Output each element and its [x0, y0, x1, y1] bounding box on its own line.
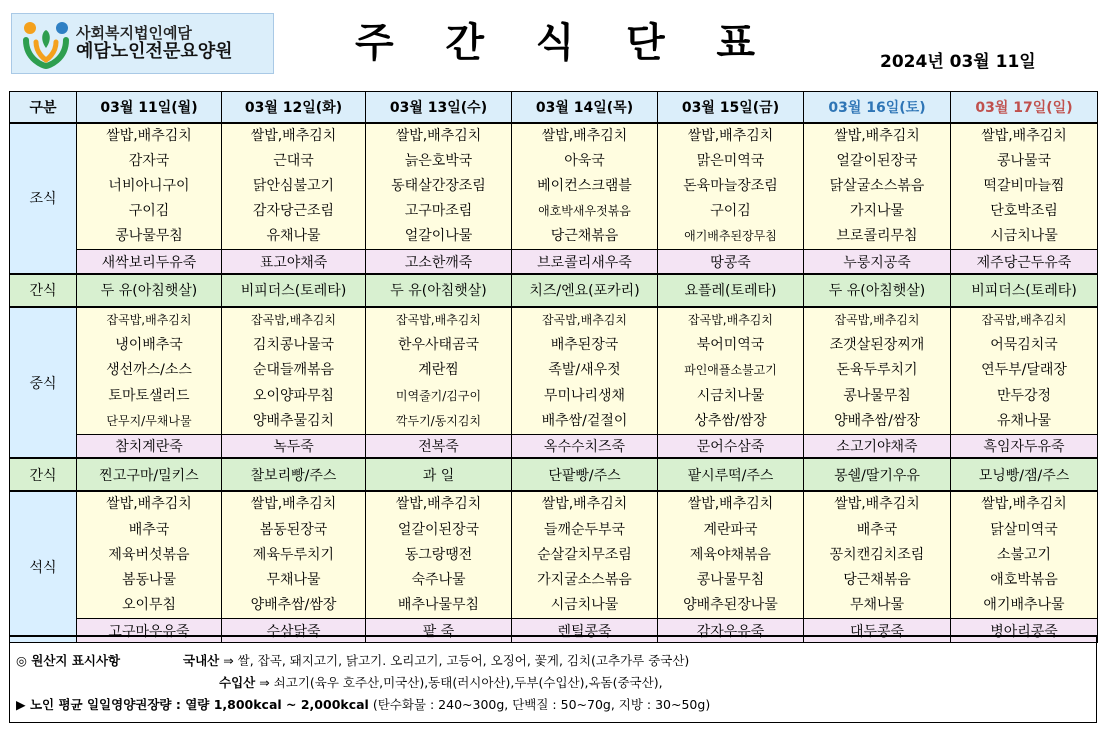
menu-item: 들깨순두부국: [543, 521, 626, 538]
snack-item: 두 유(아침햇살): [804, 274, 951, 307]
menu-item: 잡곡밥,배추김치: [106, 312, 192, 327]
logo-subtitle: 사회복지법인예담: [76, 23, 192, 42]
menu-item: 쌀밥,배추김치: [541, 127, 628, 144]
menu-item: 한우사태곰국: [397, 337, 480, 354]
menu-item: 콩나물국: [996, 152, 1052, 169]
porridge-item: 흑임자두유죽: [951, 434, 1098, 458]
menu-item: 양배추물김치: [252, 412, 335, 429]
menu-item: 애호박볶음: [990, 571, 1058, 588]
menu-date: 2024년 03월 11일: [880, 52, 1036, 72]
title-char: 표: [716, 20, 755, 66]
nutrition-text: (탄수화물 : 240~300g, 단백질 : 50~70g, 지방 : 30~50g): [372, 697, 711, 712]
menu-item: 오이양파무침: [252, 387, 335, 404]
menu-item: 숙주나물: [411, 571, 466, 588]
snack-item: 찰보리빵/주스: [222, 458, 366, 491]
snack-item: 찐고구마/밀키스: [77, 458, 222, 491]
menu-item: 꽁치캔김치조림: [829, 546, 925, 563]
menu-item: 양배추쌈/쌈장: [834, 412, 920, 429]
menu-item: 봄동나물: [121, 571, 177, 588]
lunch-cell: [951, 307, 1098, 434]
porridge-item: 문어수삼죽: [658, 434, 804, 458]
lunch-cell: [804, 307, 951, 434]
porridge-item: 땅콩죽: [658, 250, 804, 274]
import-text: ⇒ 쇠고기(육우 호주산,미국산),동태(러시아산),두부(수입산),옥돔(중국산),: [259, 675, 663, 690]
porridge-item: 팥 죽: [366, 619, 512, 643]
notes-box: [9, 635, 1097, 723]
dinner-cell: [658, 491, 804, 618]
import-label: 수입산: [219, 675, 256, 690]
menu-item: 얼갈이된장국: [836, 152, 918, 169]
menu-item: 동그랑땡전: [404, 546, 473, 563]
porridge-item: 참치계란죽: [77, 434, 222, 458]
menu-item: 고구마조림: [404, 203, 473, 220]
menu-item: 아욱국: [564, 152, 605, 169]
menu-item: 구이김: [128, 203, 170, 220]
menu-item: 시금치나물: [550, 597, 619, 614]
logo-box: [11, 13, 274, 74]
menu-item: 유채나물: [996, 412, 1052, 429]
dinner-row: [10, 491, 1098, 618]
snack-item: 비피더스(토레타): [951, 274, 1098, 307]
porridge-item: 옥수수치즈죽: [512, 434, 658, 458]
snack2-label: 간식: [10, 458, 77, 491]
menu-item: 닭살굴소스볶음: [829, 177, 925, 194]
porridge-item: 녹두죽: [222, 434, 366, 458]
dinner-cell: [366, 491, 512, 618]
menu-item: 조갯살된장찌개: [829, 337, 925, 354]
menu-item: 쌀밥,배추김치: [250, 127, 337, 144]
lunch-porridge-row: [10, 434, 1098, 458]
menu-item: 시금치나물: [696, 387, 765, 404]
menu-item: 애호박새우젓볶음: [538, 204, 631, 219]
menu-item: 쌀밥,배추김치: [981, 127, 1067, 144]
snack1-label: 간식: [10, 274, 77, 307]
porridge-item: 렌틸콩죽: [512, 619, 658, 643]
menu-item: 잡곡밥,배추김치: [688, 312, 773, 327]
snack-item: 팥시루떡/주스: [658, 458, 804, 491]
menu-item: 늙은호박국: [404, 152, 473, 169]
lunch-label: 중식: [10, 307, 77, 458]
breakfast-cell: [512, 123, 658, 250]
title-char: 주: [355, 20, 394, 66]
menu-item: 계란찜: [418, 362, 459, 379]
menu-item: 쌀밥,배추김치: [106, 496, 192, 513]
porridge-item: 브로콜리새우죽: [512, 250, 658, 274]
header-row: [10, 92, 1098, 123]
menu-item: 단호박조림: [990, 203, 1058, 220]
day-header: 03월 13일(수): [366, 92, 512, 123]
menu-item: 쌀밥,배추김치: [395, 496, 482, 513]
snack-item: 모닝빵/잼/주스: [951, 458, 1098, 491]
day-header: 03월 11일(월): [77, 92, 222, 123]
menu-item: 돈육마늘장조림: [683, 177, 778, 194]
menu-item: 가지굴소스볶음: [537, 571, 632, 588]
dinner-cell: [804, 491, 951, 618]
menu-item: 애기배추된장무침: [684, 229, 777, 244]
menu-item: 순대들깨볶음: [252, 362, 335, 379]
snack-item: 단팥빵/주스: [512, 458, 658, 491]
menu-item: 파인애플소불고기: [684, 363, 777, 378]
logo-mark-icon: [18, 16, 74, 72]
menu-item: 잡곡밥,배추김치: [981, 312, 1067, 327]
menu-item: 쌀밥,배추김치: [250, 496, 337, 513]
breakfast-cell: [951, 123, 1098, 250]
menu-item: 콩나물무침: [115, 228, 183, 245]
menu-item: 쌀밥,배추김치: [834, 496, 920, 513]
menu-item: 유채나물: [266, 228, 321, 245]
menu-item: 근대국: [273, 152, 314, 169]
menu-item: 잡곡밥,배추김치: [542, 312, 627, 327]
menu-item: 배추쌈/겉절이: [541, 412, 628, 429]
breakfast-cell: [77, 123, 222, 250]
porridge-item: 제주당근두유죽: [951, 250, 1098, 274]
porridge-item: 고소한깨죽: [366, 250, 512, 274]
weekly-menu-table: [9, 91, 1098, 643]
porridge-item: 표고야채죽: [222, 250, 366, 274]
menu-item: 쌀밥,배추김치: [395, 127, 482, 144]
lunch-cell: [222, 307, 366, 434]
snack-item: 요플레(토레타): [658, 274, 804, 307]
menu-item: 제육버섯볶음: [108, 546, 190, 563]
menu-item: 상추쌈/쌈장: [694, 412, 767, 429]
menu-item: 쌀밥,배추김치: [687, 496, 774, 513]
menu-item: 베이컨스크램블: [537, 177, 632, 194]
lunch-cell: [366, 307, 512, 434]
menu-item: 당근채볶음: [550, 228, 619, 245]
domestic-label: 국내산: [183, 653, 220, 668]
breakfast-cell: [366, 123, 512, 250]
menu-item: 애기배추나물: [983, 597, 1065, 614]
day-header: 03월 12일(화): [222, 92, 366, 123]
menu-item: 제육야채볶음: [689, 546, 772, 563]
menu-item: 무미나리생채: [543, 387, 626, 404]
menu-item: 브로콜리무침: [836, 228, 918, 245]
breakfast-cell: [222, 123, 366, 250]
dinner-label: 석식: [10, 491, 77, 642]
porridge-item: 누룽지공죽: [804, 250, 951, 274]
header-label: 구분: [10, 92, 77, 123]
lunch-cell: [658, 307, 804, 434]
menu-item: 감자국: [128, 152, 170, 169]
menu-item: 쌀밥,배추김치: [541, 496, 628, 513]
porridge-item: 병아리콩죽: [951, 619, 1098, 643]
menu-item: 맑은미역국: [696, 152, 765, 169]
menu-item: 시금치나물: [990, 228, 1058, 245]
page-title: [355, 18, 755, 68]
dinner-cell: [222, 491, 366, 618]
snack-item: 두 유(아침햇살): [77, 274, 222, 307]
snack1-row: [10, 274, 1098, 307]
porridge-item: 소고기야채죽: [804, 434, 951, 458]
menu-item: 잡곡밥,배추김치: [251, 312, 336, 327]
menu-item: 콩나물무침: [843, 387, 911, 404]
breakfast-label: 조식: [10, 123, 77, 274]
menu-item: 계란파국: [703, 521, 758, 538]
menu-item: 족발/새우젓: [548, 362, 621, 379]
day-header: 03월 14일(목): [512, 92, 658, 123]
menu-item: 북어미역국: [696, 337, 765, 354]
menu-item: 양배추쌈/쌈장: [250, 597, 337, 614]
snack2-row: [10, 458, 1098, 491]
snack-item: 과 일: [366, 458, 512, 491]
menu-item: 얼갈이나물: [404, 228, 473, 245]
lunch-row: [10, 307, 1098, 434]
menu-item: 양배추된장나물: [683, 597, 778, 614]
day-header: 03월 15일(금): [658, 92, 804, 123]
menu-item: 배추된장국: [550, 337, 619, 354]
menu-item: 어묵김치국: [990, 337, 1058, 354]
menu-item: 동태살간장조림: [391, 177, 486, 194]
menu-item: 배추국: [856, 521, 898, 538]
snack-item: 두 유(아침햇살): [366, 274, 512, 307]
menu-item: 단무지/무채나물: [106, 413, 192, 428]
menu-item: 만두강정: [996, 387, 1052, 404]
menu-item: 무채나물: [266, 571, 321, 588]
menu-item: 봄동된장국: [259, 521, 328, 538]
lunch-cell: [77, 307, 222, 434]
day-header: 03월 17일(일): [951, 92, 1098, 123]
menu-item: 쌀밥,배추김치: [106, 127, 192, 144]
lunch-cell: [512, 307, 658, 434]
porridge-item: 고구마우유죽: [77, 619, 222, 643]
breakfast-row: [10, 123, 1098, 250]
menu-item: 쌀밥,배추김치: [981, 496, 1067, 513]
menu-item: 미역줄기/김구이: [395, 388, 482, 403]
porridge-item: 새싹보리두유죽: [77, 250, 222, 274]
breakfast-cell: [658, 123, 804, 250]
menu-item: 배추국: [128, 521, 170, 538]
menu-item: 닭살미역국: [990, 521, 1058, 538]
porridge-item: 대두콩죽: [804, 619, 951, 643]
menu-item: 깍두기/동지김치: [395, 413, 482, 428]
menu-item: 감자당근조림: [252, 203, 335, 220]
dinner-cell: [512, 491, 658, 618]
menu-item: 순살갈치무조림: [537, 546, 632, 563]
menu-item: 잡곡밥,배추김치: [396, 312, 481, 327]
breakfast-cell: [804, 123, 951, 250]
menu-item: 생선까스/소스: [106, 362, 192, 379]
day-header: 03월 16일(토): [804, 92, 951, 123]
menu-item: 당근채볶음: [843, 571, 911, 588]
origin-title: ◎ 원산지 표시사항: [16, 653, 121, 668]
snack-item: 비피더스(토레타): [222, 274, 366, 307]
menu-item: 잡곡밥,배추김치: [834, 312, 920, 327]
menu-item: 얼갈이된장국: [397, 521, 480, 538]
porridge-item: 전복죽: [366, 434, 512, 458]
snack-item: 몽쉘/딸기우유: [804, 458, 951, 491]
menu-item: 닭안심불고기: [252, 177, 335, 194]
menu-item: 구이김: [710, 203, 751, 220]
menu-item: 제육두루치기: [252, 546, 335, 563]
menu-item: 쌀밥,배추김치: [834, 127, 920, 144]
menu-item: 떡갈비마늘찜: [983, 177, 1065, 194]
domestic-text: ⇒ 쌀, 잡곡, 돼지고기, 닭고기. 오리고기, 고등어, 오징어, 꽃게, 김치(고추가루 중국산): [223, 653, 690, 668]
menu-item: 연두부/달래장: [981, 362, 1067, 379]
dinner-cell: [951, 491, 1098, 618]
logo-title: 예담노인전문요양원: [76, 40, 233, 62]
menu-item: 배추나물무침: [397, 597, 480, 614]
snack-item: 치즈/엔요(포카리): [512, 274, 658, 307]
menu-item: 오이무침: [121, 597, 177, 614]
dinner-cell: [77, 491, 222, 618]
title-char: 단: [625, 20, 665, 66]
menu-item: 너비아니구이: [108, 177, 190, 194]
menu-item: 콩나물무침: [696, 571, 765, 588]
menu-item: 냉이배추국: [115, 337, 183, 354]
menu-item: 소불고기: [996, 546, 1052, 563]
menu-item: 무채나물: [849, 597, 905, 614]
menu-item: 돈육두루치기: [836, 362, 918, 379]
menu-item: 김치콩나물국: [252, 337, 335, 354]
porridge-item: 수삼닭죽: [222, 619, 366, 643]
menu-item: 토마토샐러드: [108, 387, 190, 404]
menu-item: 가지나물: [849, 203, 905, 220]
title-char: 간: [445, 20, 484, 66]
porridge-item: 감자우유죽: [658, 619, 804, 643]
menu-item: 쌀밥,배추김치: [687, 127, 774, 144]
breakfast-porridge-row: [10, 250, 1098, 274]
nutrition-label: ▶ 노인 평균 일일영양권장량 : 열량 1,800kcal ~ 2,000kcal: [16, 697, 369, 712]
title-char: 식: [535, 20, 575, 66]
